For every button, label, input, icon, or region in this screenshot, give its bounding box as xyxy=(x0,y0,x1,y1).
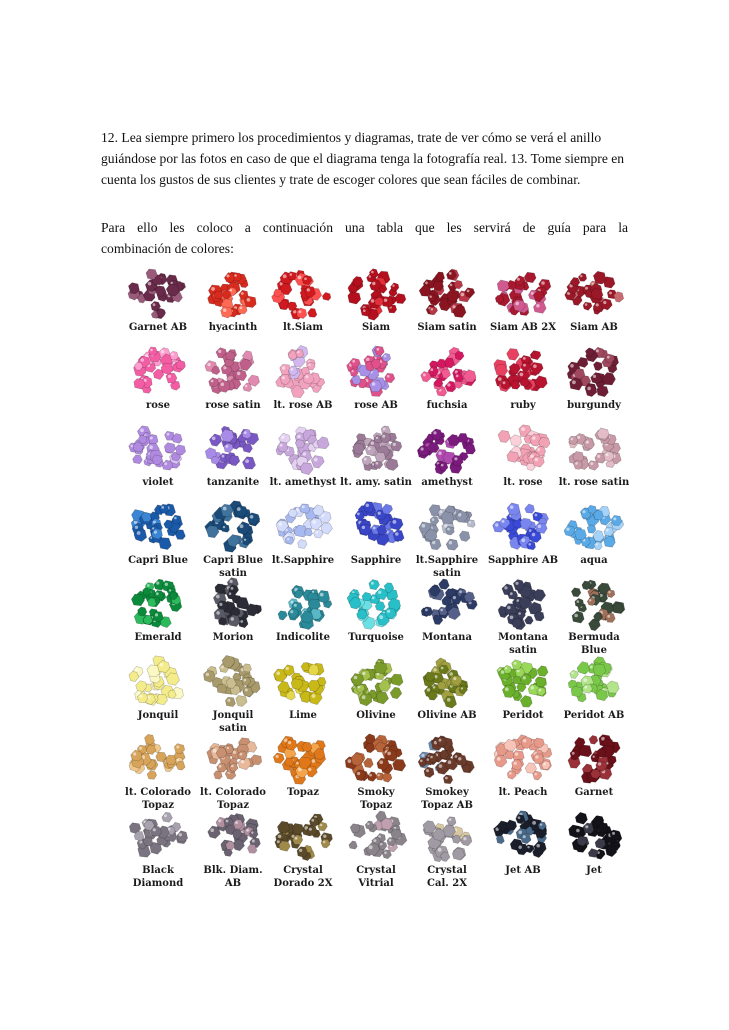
bead-swatch-r5-c4 xyxy=(347,580,401,630)
swatch-label: Siam satin xyxy=(417,322,477,333)
intro-line-2: combinación de colores: xyxy=(101,241,234,256)
bead-swatch-r3-c4 xyxy=(352,426,402,471)
swatch-label: hyacinth xyxy=(208,322,258,333)
swatch-label: ruby xyxy=(510,399,536,411)
swatch-label: Morion xyxy=(212,632,254,643)
bead-swatch-r8-c3 xyxy=(275,814,333,861)
bead-swatch-r2-c3 xyxy=(276,345,325,397)
swatch-label: lt. Colorado Topaz xyxy=(125,787,191,811)
bead-swatch-r6-c1 xyxy=(129,656,184,706)
swatch-label: Jonquil xyxy=(137,709,179,721)
swatch-label: Capri Blue xyxy=(128,554,188,566)
swatch-label: aqua xyxy=(580,554,608,566)
bead-swatch-r5-c7 xyxy=(571,580,625,631)
bead-swatch-r5-c6 xyxy=(498,580,546,630)
bead-swatch-r5-c1 xyxy=(131,579,181,628)
swatch-label: Siam xyxy=(361,322,391,333)
bead-swatch-r8-c2 xyxy=(208,814,261,857)
swatch-label: fuchsia xyxy=(426,399,468,411)
swatch-label: tanzanite xyxy=(206,477,260,488)
swatch-label: Black Diamond xyxy=(132,864,184,889)
bead-swatch-r4-c1 xyxy=(131,504,185,550)
bead-swatch-r1-c2 xyxy=(208,272,257,318)
swatch-label: lt. rose xyxy=(503,477,543,488)
swatch-label: Montana satin xyxy=(498,632,548,656)
bead-swatch-r3-c1 xyxy=(129,426,186,470)
swatch-label: Jet AB xyxy=(505,864,541,876)
swatch-label: lt. rose satin xyxy=(558,477,630,488)
swatch-label: burgundy xyxy=(567,399,621,411)
intro-line-1: Para ello les coloco a continuación una tabla que les servirá de guía para la xyxy=(101,220,628,235)
swatch-label: lt. amy. satin xyxy=(340,477,412,488)
swatch-label: Jonquil satin xyxy=(212,709,254,734)
swatch-label: Crystal Dorado 2X xyxy=(273,864,333,889)
bead-swatch-r1-c1 xyxy=(128,269,186,319)
bead-swatch-r3-c2 xyxy=(205,426,259,469)
bead-swatch-r6-c6 xyxy=(497,660,548,707)
bead-swatch-r8-c1 xyxy=(129,812,187,857)
swatch-label: Lime xyxy=(289,709,317,721)
bead-swatch-r7-c5 xyxy=(418,736,474,784)
bead-swatch-r6-c5 xyxy=(423,658,468,708)
bead-swatch-r3-c7 xyxy=(569,428,622,470)
bead-swatch-r8-c6 xyxy=(494,811,547,858)
bead-swatch-r6-c4 xyxy=(351,659,403,706)
bead-swatch-r2-c7 xyxy=(567,347,618,397)
paragraph-instructions: 12. Lea siempre primero los procedimientos y diagramas, trate de ver cómo se verá el anillo guiándose por las fotos en caso de que el diagrama tenga la fotografía real. 13. Tome siempre en cuenta los gustos de sus clientes y trate de escoger colores que sean fáciles de combinar. xyxy=(101,130,625,187)
bead-swatch-r8-c5 xyxy=(423,817,472,862)
bead-swatch-r6-c7 xyxy=(568,657,619,702)
swatch-label: Bermuda Blue xyxy=(568,632,620,656)
bead-swatch-r8-c7 xyxy=(569,812,622,859)
bead-swatch-r4-c4 xyxy=(355,502,404,546)
swatch-label: Smoky Topaz xyxy=(357,787,395,811)
swatch-label: violet xyxy=(142,477,174,488)
swatch-label: Olivine xyxy=(356,709,396,721)
swatch-label: Olivine AB xyxy=(417,709,477,721)
bead-swatch-r4-c2 xyxy=(205,501,260,552)
swatch-label: Garnet AB xyxy=(128,322,188,333)
bead-swatch-r7-c6 xyxy=(494,735,552,780)
swatch-label: rose xyxy=(146,399,170,411)
bead-swatch-r1-c4 xyxy=(348,269,406,321)
swatch-label: Turquoise xyxy=(348,632,404,643)
swatch-label: Blk. Diam. AB xyxy=(203,864,263,889)
bead-swatch-r2-c6 xyxy=(494,349,548,392)
bead-swatch-r3-c5 xyxy=(417,429,475,475)
swatch-label: Peridot AB xyxy=(563,709,625,721)
bead-swatch-r3-c3 xyxy=(276,427,329,475)
bead-swatch-r5-c5 xyxy=(421,579,477,625)
bead-swatch-r4-c7 xyxy=(564,505,624,549)
swatch-label: rose satin xyxy=(205,399,261,411)
bead-swatch-r6-c3 xyxy=(274,663,327,705)
swatch-label: Emerald xyxy=(134,632,182,643)
swatch-label: lt.Sapphire xyxy=(271,554,335,566)
bead-swatch-r5-c2 xyxy=(213,578,261,628)
bead-swatch-r2-c4 xyxy=(347,346,395,397)
bead-swatch-r2-c1 xyxy=(134,347,186,393)
bead-swatch-r7-c3 xyxy=(273,736,326,784)
bead-swatch-r7-c1 xyxy=(129,734,185,779)
swatch-label: lt.Siam xyxy=(283,322,323,333)
swatch-label: lt. rose AB xyxy=(273,399,333,411)
swatch-label: Sapphire xyxy=(350,554,402,566)
bead-swatch-r3-c6 xyxy=(498,425,550,471)
bead-swatch-r1-c7 xyxy=(565,271,624,314)
bead-swatch-r4-c5 xyxy=(419,505,475,551)
swatch-label: Peridot xyxy=(502,709,544,721)
bead-swatch-r2-c5 xyxy=(421,347,476,396)
bead-swatch-r2-c2 xyxy=(205,348,260,394)
swatch-label: Capri Blue satin xyxy=(203,554,263,579)
swatch-label: amethyst xyxy=(421,477,473,488)
crystal-color-chart xyxy=(110,266,630,889)
bead-swatch-r6-c2 xyxy=(204,655,261,706)
swatch-label: lt.Sapphire satin xyxy=(415,554,479,579)
swatch-label: Montana xyxy=(422,632,472,643)
swatch-label: Siam AB xyxy=(570,322,618,333)
bead-swatch-r7-c2 xyxy=(207,738,262,780)
bead-swatch-r7-c4 xyxy=(345,734,406,782)
swatch-label: lt. Peach xyxy=(498,787,548,798)
bead-swatch-r5-c3 xyxy=(278,585,332,629)
bead-swatch-r8-c4 xyxy=(349,811,407,859)
swatch-label: Crystal Cal. 2X xyxy=(427,864,467,889)
swatch-label: rose AB xyxy=(354,399,398,411)
swatch-label: Garnet xyxy=(574,787,614,798)
swatch-label: Crystal Vitrial xyxy=(356,864,396,889)
swatch-label: Siam AB 2X xyxy=(490,322,556,333)
swatch-label: Indicolite xyxy=(275,632,331,643)
swatch-label: Topaz xyxy=(286,787,320,798)
swatch-label: lt. Colorado Topaz xyxy=(200,787,266,811)
bead-swatch-r4-c6 xyxy=(493,503,549,550)
bead-swatch-r1-c5 xyxy=(419,269,475,318)
swatch-label: Jet xyxy=(586,864,602,876)
swatch-label: lt. amethyst xyxy=(269,477,337,488)
bead-swatch-r7-c7 xyxy=(568,735,620,784)
bead-swatch-r4-c3 xyxy=(276,504,332,549)
swatch-label: Sapphire AB xyxy=(487,554,559,566)
bead-swatch-r1-c6 xyxy=(495,272,551,315)
swatch-label: Smokey Topaz AB xyxy=(421,787,473,811)
bead-swatch-r1-c3 xyxy=(272,270,331,319)
paragraph-intro xyxy=(101,217,628,259)
